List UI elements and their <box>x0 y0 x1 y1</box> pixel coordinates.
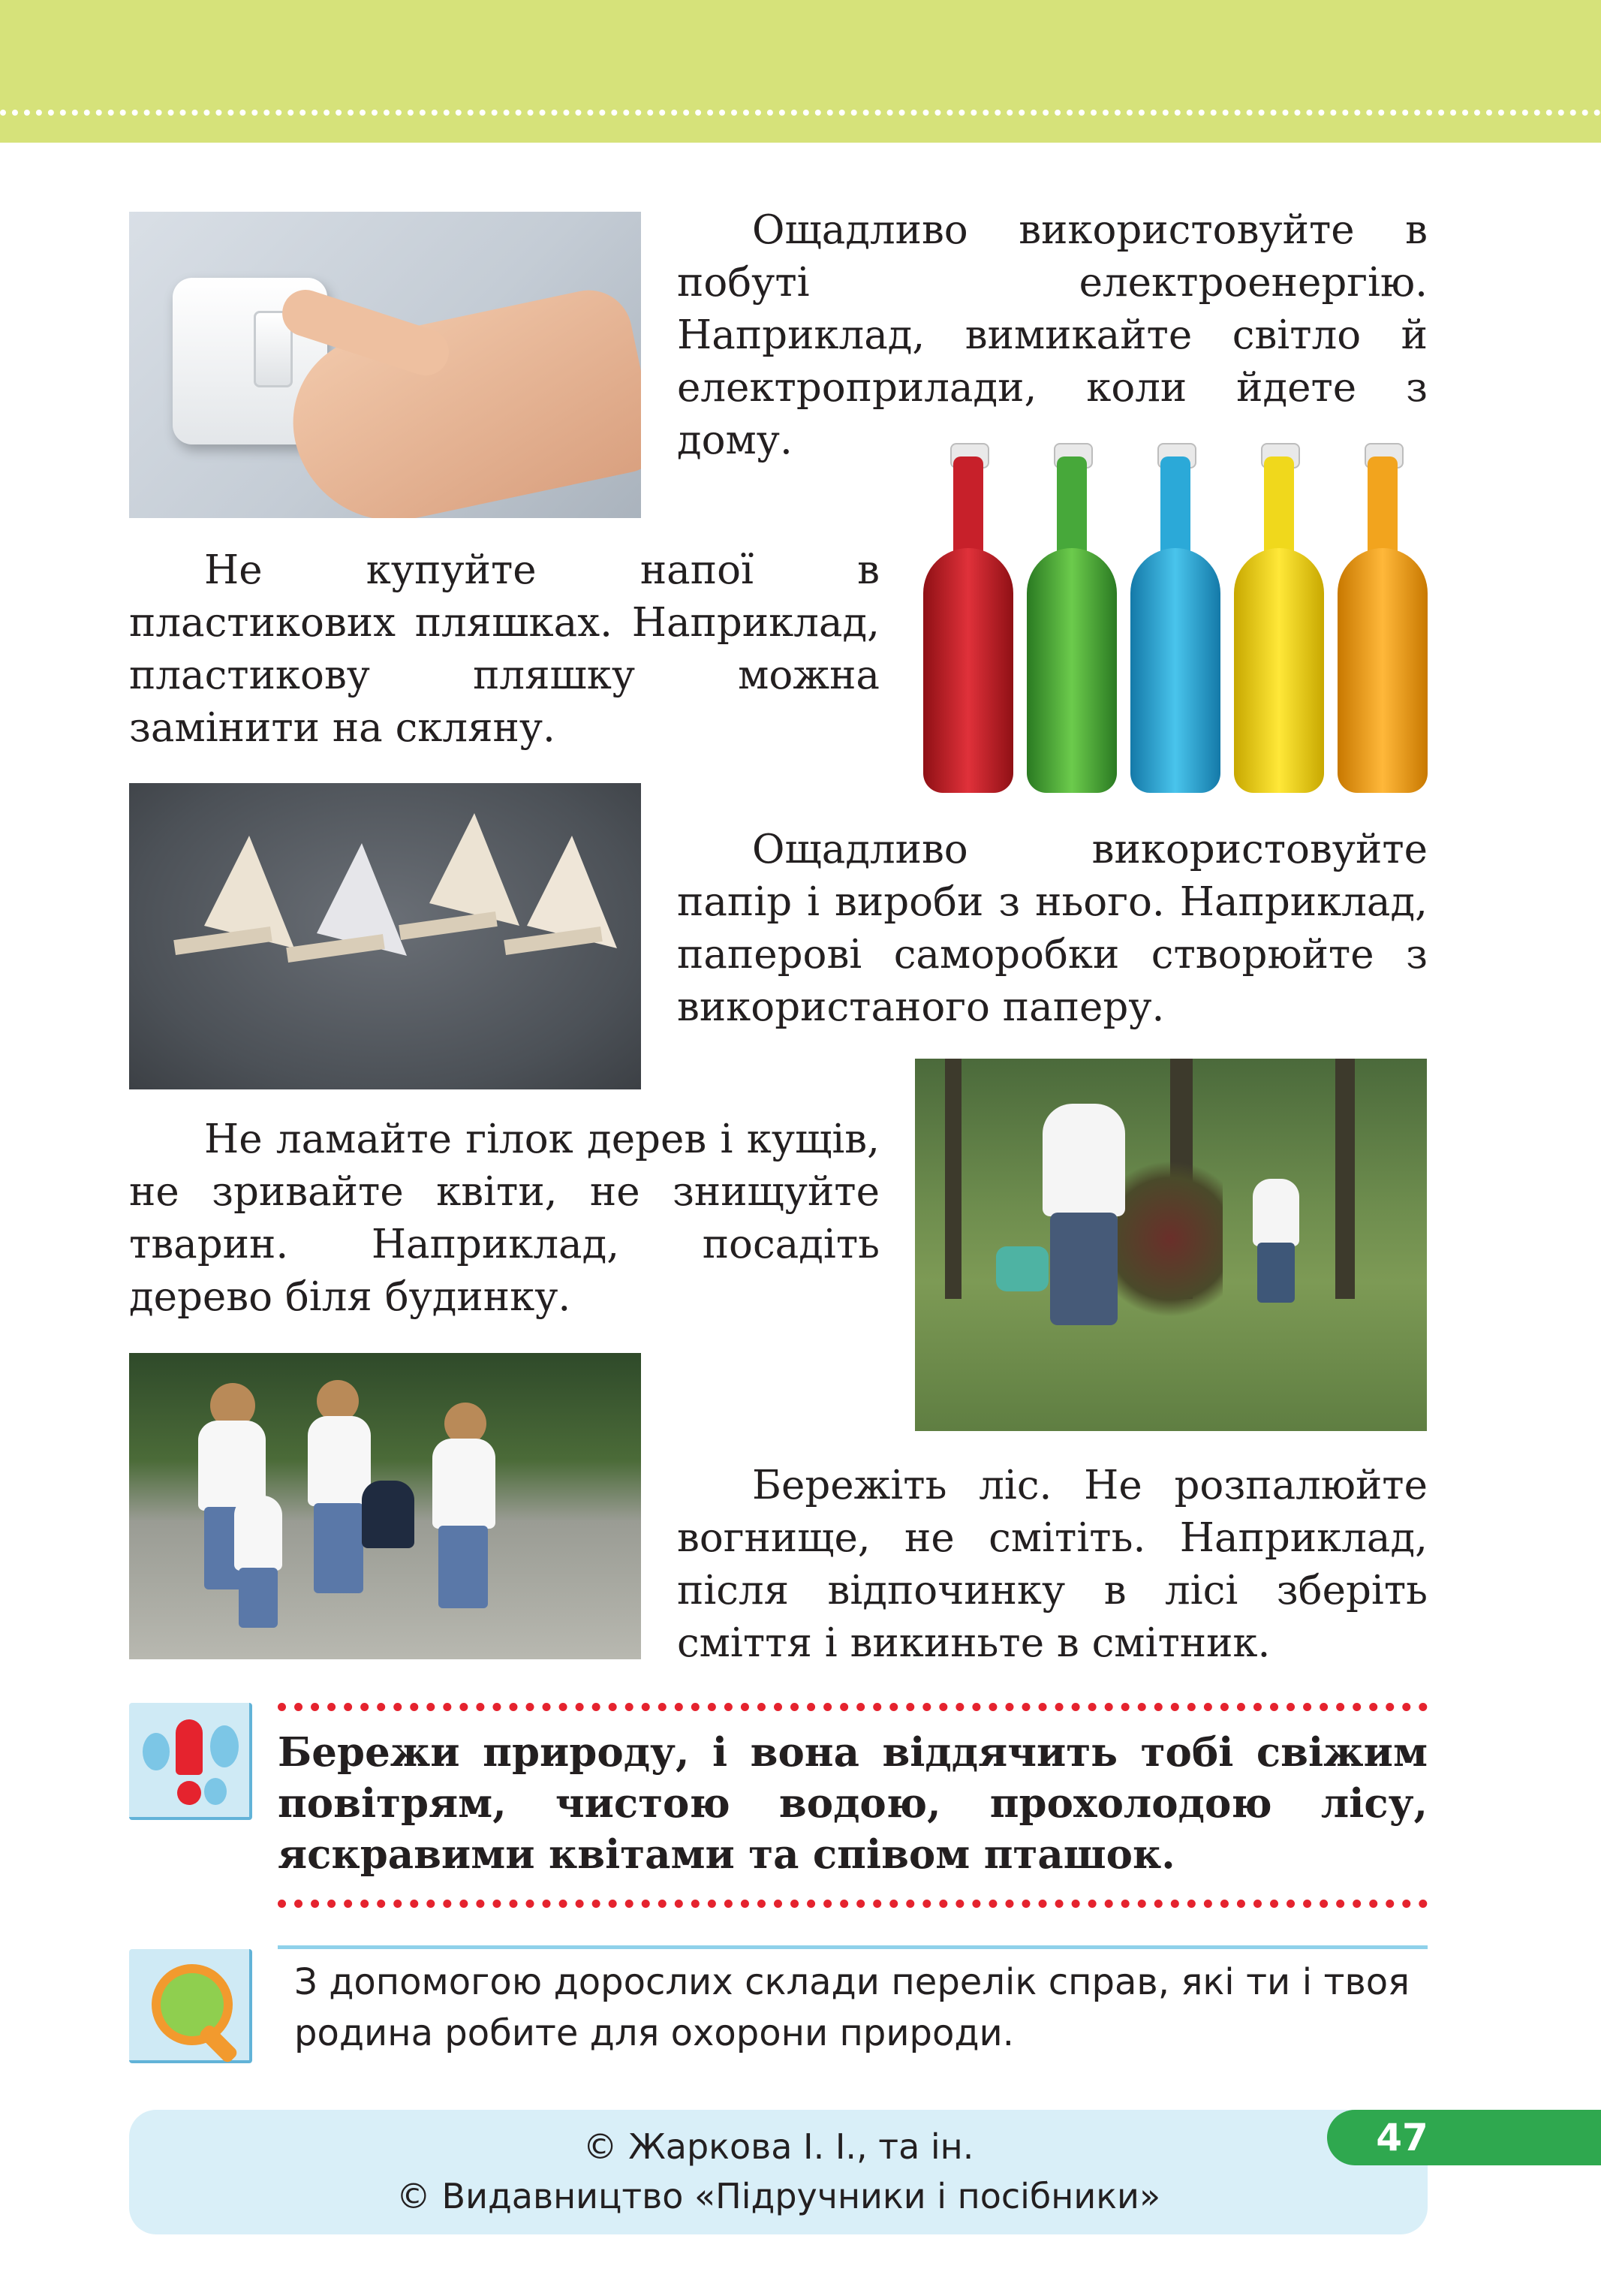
exclamation-icon <box>129 1703 252 1820</box>
task-text: З допомогою дорослих склади перелік справ, які ти і твоя родина робите для охорони природи. <box>294 1961 1410 2054</box>
paragraph-electricity: Ощадливо використовуйте в побуті електроенергію. Наприклад, вимикайте світло й електроприлади, коли йдете з дому. <box>677 207 1428 463</box>
reminder-bottom-dots <box>278 1900 1428 1908</box>
reminder-text: Бережи природу, і вона віддячить тобі свіжим повітрям, чистою водою, прохолодою лісу, яскравими квітами та співом пташок. <box>278 1729 1428 1878</box>
forest-cleanup-photo <box>129 1353 641 1659</box>
header-band <box>0 0 1601 143</box>
glass-bottles-photo <box>920 443 1434 796</box>
tree-planting-photo <box>915 1059 1427 1431</box>
paragraph-bottles: Не купуйте напої в пластикових пляшках. Наприклад, пластикову пляшку можна замінити на скляну. <box>129 547 880 751</box>
paragraph-trees: Не ламайте гілок дерев і кущів, не зривайте квіти, не знищуйте тварин. Наприклад, посадіть дерево біля будинку. <box>129 1116 880 1320</box>
footer-authors: © Жаркова І. І., та ін. <box>582 2126 974 2167</box>
paragraph-paper: Ощадливо використовуйте папір і вироби з нього. Наприклад, паперові саморобки створюйте з використаного паперу. <box>677 827 1428 1030</box>
paragraph-forest: Бережіть ліс. Не розпалюйте вогнище, не смітіть. Наприклад, після відпочинку в лісі зберіть сміття і викиньте в смітник. <box>677 1463 1428 1666</box>
footer-publisher: © Видавництво «Підручники і посібники» <box>396 2176 1161 2216</box>
task-top-line <box>278 1945 1428 1949</box>
page-number: 47 <box>1376 2116 1428 2159</box>
magnifier-icon <box>129 1949 252 2063</box>
footer-box <box>129 2110 1428 2234</box>
paper-cranes-photo <box>129 783 641 1089</box>
light-switch-photo <box>129 212 641 518</box>
reminder-top-dots <box>278 1703 1428 1711</box>
header-dotted-line <box>0 110 1601 116</box>
page-number-tab <box>1327 2110 1601 2165</box>
